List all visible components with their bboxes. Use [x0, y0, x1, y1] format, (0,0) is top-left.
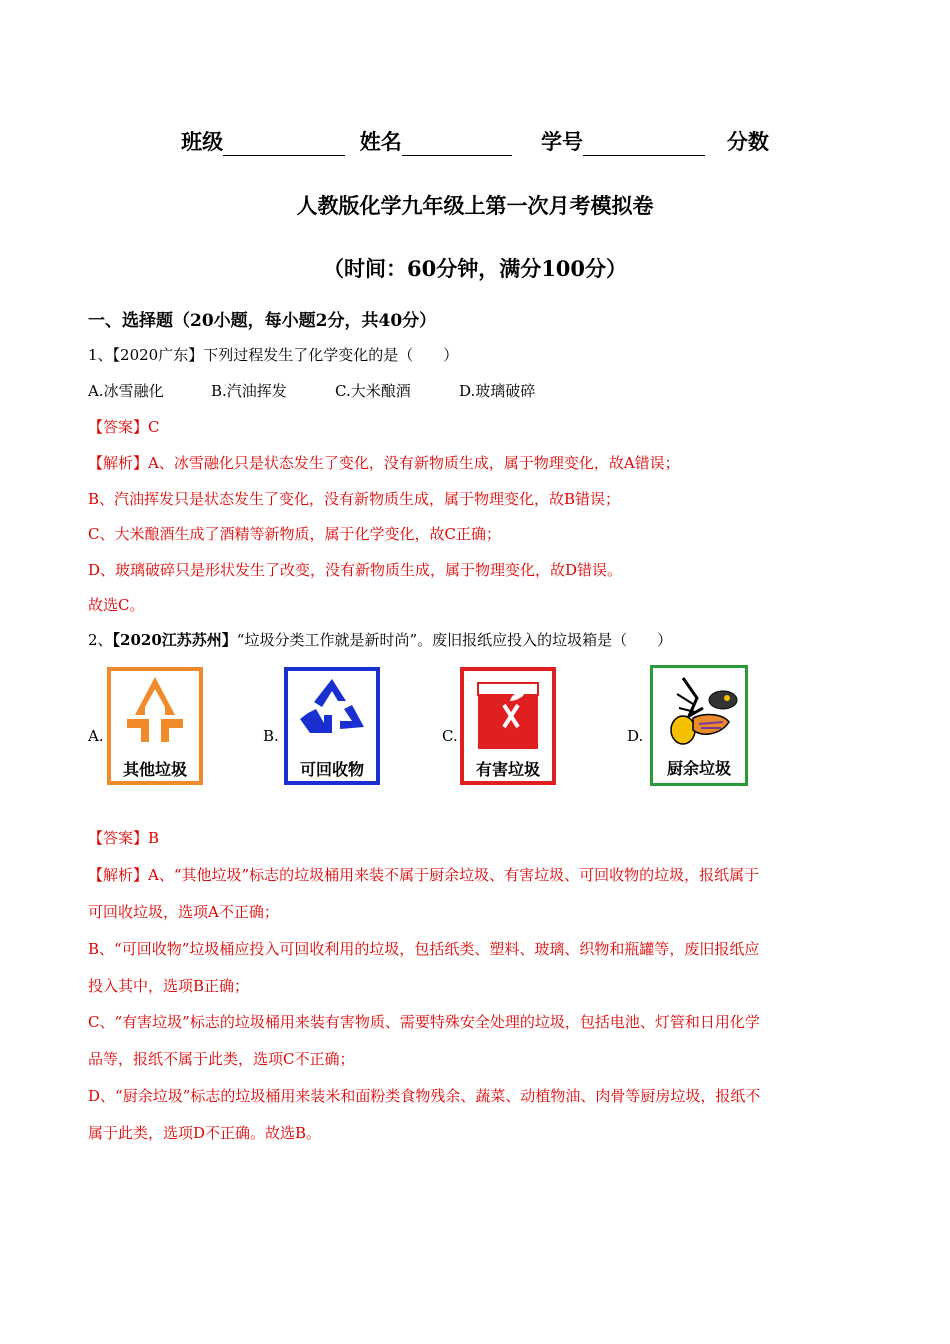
kitchen-waste-icon — [653, 668, 745, 752]
q1-option-d: D.玻璃破碎 — [459, 382, 536, 400]
q1-option-b: B.汽油挥发 — [211, 382, 287, 400]
q1-option-a: A.冰雪融化 — [88, 382, 164, 400]
q2-analysis-line: 投入其中，选项B正确； — [88, 977, 250, 995]
q2-option-c-label: C. — [442, 727, 458, 745]
q1-analysis-line: 故选C。 — [88, 596, 145, 614]
name-label: 姓名 — [359, 129, 402, 154]
number-blank[interactable] — [583, 133, 705, 156]
hazardous-waste-sign-text: 有害垃圾 — [475, 760, 540, 779]
q1-analysis-line: B、汽油挥发只是状态发生了变化，没有新物质生成，属于物理变化，故B错误； — [88, 490, 621, 508]
class-label: 班级 — [181, 129, 224, 154]
hazardous-waste-sign — [460, 667, 556, 785]
page-title: 人教版化学九年级上第一次月考模拟卷 — [296, 193, 654, 218]
q1-analysis-line: D、玻璃破碎只是形状发生了改变，没有新物质生成，属于物理变化，故D错误。 — [88, 561, 623, 579]
q1-stem: 1、【2020广东】下列过程发生了化学变化的是（ ） — [88, 346, 459, 364]
q2-option-a-label: A. — [88, 727, 104, 745]
q2-stem — [88, 629, 672, 650]
recyclable-sign — [284, 667, 380, 785]
recycle-icon — [288, 671, 376, 751]
q2-source: 【2020江苏苏州】 — [112, 631, 237, 649]
section-heading: 一、选择题（20小题，每小题2分，共40分） — [88, 311, 437, 331]
q1-option-c: C.大米酿酒 — [335, 382, 411, 400]
other-waste-sign — [107, 667, 203, 785]
q2-analysis-line: 可回收垃圾，选项A不正确； — [88, 903, 279, 921]
recyclable-sign-text: 可回收物 — [299, 760, 364, 779]
q2-stem-text: “垃圾分类工作就是新时尚”。废旧报纸应投入的垃圾箱是（ ） — [236, 631, 673, 649]
number-label: 学号 — [540, 129, 583, 154]
kitchen-waste-sign — [650, 665, 748, 786]
class-blank[interactable] — [223, 133, 345, 156]
q2-analysis-line: 属于此类，选项D不正确。故选B。 — [88, 1124, 322, 1142]
score-label: 分数 — [726, 129, 769, 154]
kitchen-waste-sign-text: 厨余垃圾 — [666, 759, 731, 778]
q2-analysis-line: 品等，报纸不属于此类，选项C不正确； — [88, 1050, 355, 1068]
name-blank[interactable] — [402, 133, 512, 156]
q2-answer: 【答案】B — [88, 829, 160, 847]
q1-answer: 【答案】C — [88, 418, 160, 436]
q1-analysis-line: C、大米酿酒生成了酒精等新物质，属于化学变化，故C正确； — [88, 525, 501, 543]
q2-analysis-line: 【解析】A、“其他垃圾”标志的垃圾桶用来装不属于厨余垃圾、有害垃圾、可回收物的垃圾，报纸属于 — [88, 866, 760, 884]
q2-analysis-line: C、“有害垃圾”标志的垃圾桶用来装有害物质、需要特殊安全处理的垃圾，包括电池、灯管和日用化学 — [88, 1013, 760, 1031]
q1-analysis-line: 【解析】A、冰雪融化只是状态发生了变化，没有新物质生成，属于物理变化，故A错误； — [88, 454, 680, 472]
q2-analysis-line: B、“可回收物”垃圾桶应投入可回收利用的垃圾，包括纸类、塑料、玻璃、织物和瓶罐等，废旧报纸应 — [88, 940, 760, 958]
q2-number: 2、 — [88, 631, 113, 649]
other-waste-sign-text: 其他垃圾 — [122, 760, 187, 779]
hazardous-waste-icon — [464, 671, 552, 755]
student-info-line — [0, 126, 950, 156]
exam-time-info: （时间：60分钟，满分100分） — [322, 256, 628, 281]
q2-option-b-label: B. — [263, 727, 279, 745]
other-waste-icon — [111, 671, 199, 751]
q2-option-d-label: D. — [627, 727, 644, 745]
q2-analysis-line: D、“厨余垃圾”标志的垃圾桶用来装米和面粉类食物残余、蔬菜、动植物油、肉骨等厨房垃圾，报纸不 — [88, 1087, 761, 1105]
